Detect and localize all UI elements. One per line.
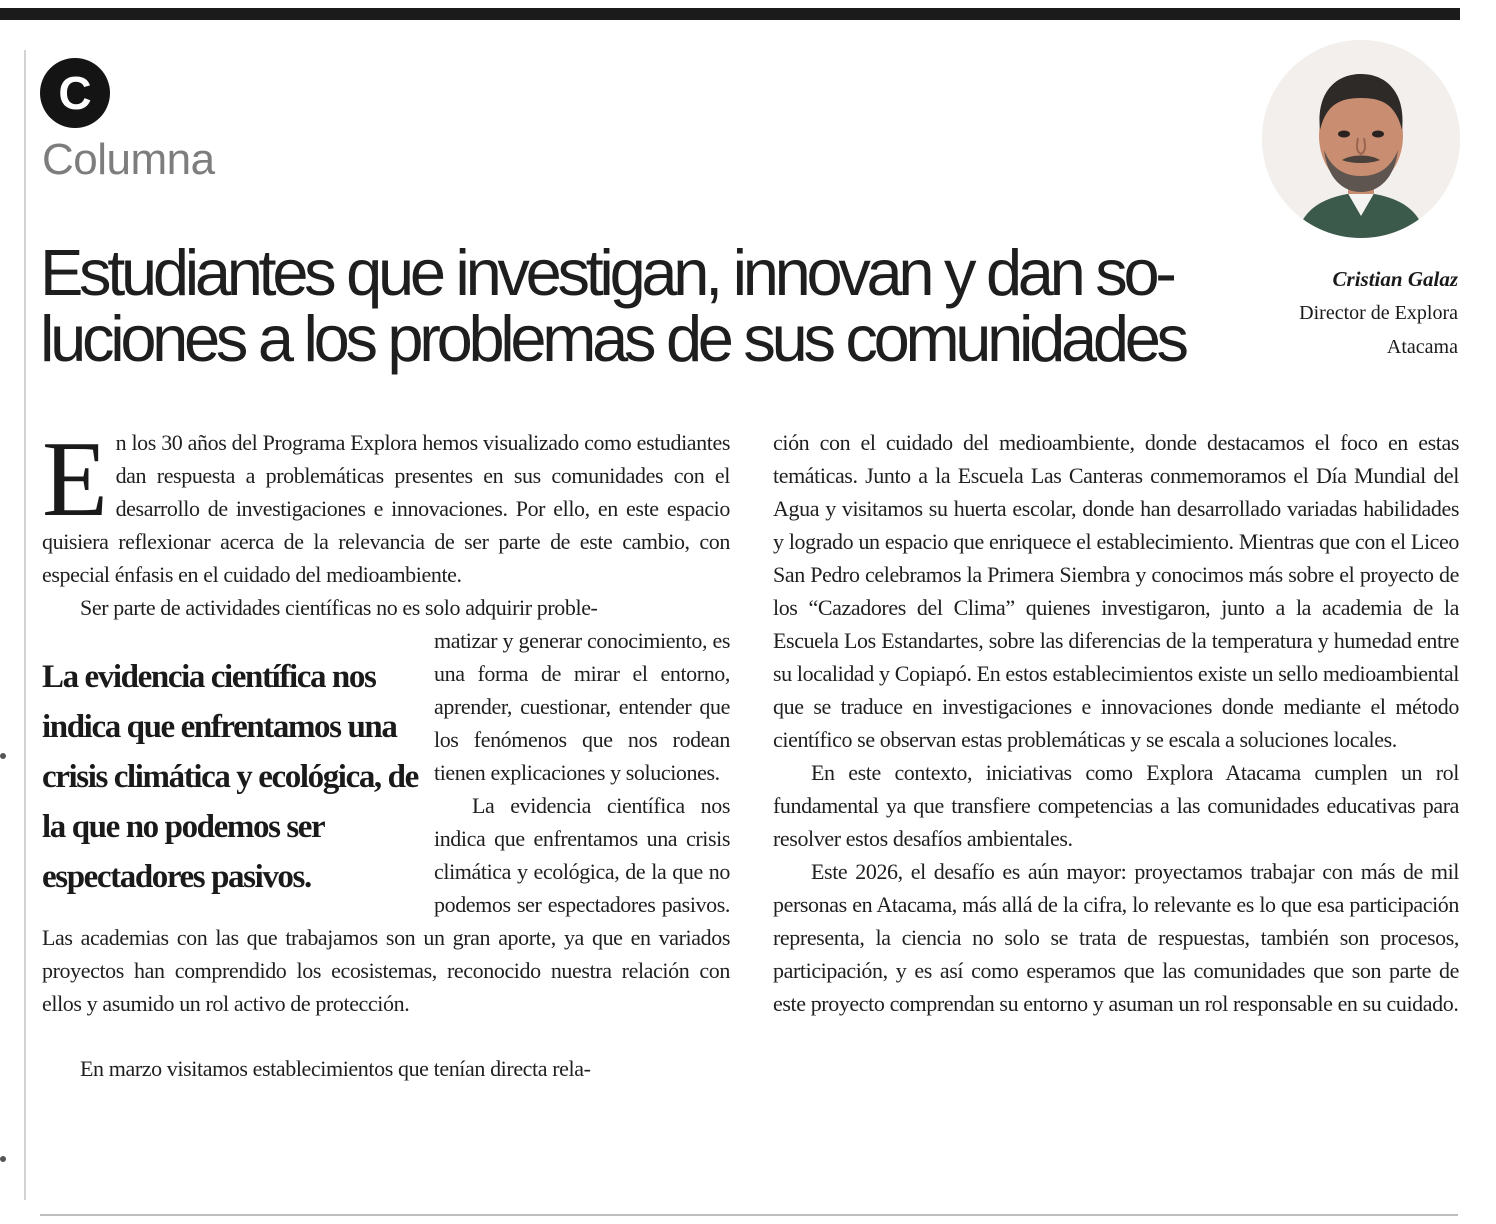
author-name: Cristian Galaz xyxy=(1332,267,1458,291)
author-affiliation: Atacama xyxy=(1386,336,1458,358)
top-rule xyxy=(0,8,1460,20)
bottom-rule xyxy=(40,1214,1458,1216)
pull-quote: La evidencia científica nos indica que enfrentamos una crisis climática y ecológica, de la que no podemos ser espectadores pasivos. xyxy=(42,659,418,895)
left-margin-rule xyxy=(24,50,26,1200)
paragraph-intro: En los 30 años del Programa Explora hemos visualizado como estudiantes dan respuesta a problemáticas presentes en sus comunidades con el desarrollo de investigaciones e innovaciones. Por ello, en este espacio quisiera reflexionar acerca de la relevancia de ser parte de este cambio, con especial énfasis en el cuidado del medioambiente. xyxy=(42,420,730,587)
drop-cap: E xyxy=(42,420,108,539)
paragraph-4-start: En marzo visitamos establecimientos que tenían directa rela- xyxy=(80,1056,591,1081)
section-badge: C xyxy=(40,58,110,128)
paragraph-3: La evidencia científica nos indica que enfrentamos una crisis climática y ecológica, de la que no podemos ser espectadores pasivos. Las academias con las que trabajamos son un gran aporte, ya que en variados proyectos han comprendido los ecosistemas, reconocido nuestra relación con ellos y asumido un rol activo de protección. xyxy=(42,793,730,1016)
paragraph-2: matizar y generar conocimiento, es una forma de mirar el entorno, aprender, cuestionar, entender que los fenómenos que nos rodean tienen explicaciones y soluciones. xyxy=(434,628,730,785)
byline xyxy=(1299,262,1458,364)
paragraph-5: En este contexto, iniciativas como Explora Atacama cumplen un rol fundamental ya que transfiere competencias a las comunidades educativas para resolver estos desafíos ambientales. xyxy=(773,760,1459,851)
author-photo xyxy=(1262,40,1460,238)
paragraph-2-intro: Ser parte de actividades científicas no es solo adquirir proble- xyxy=(80,595,598,620)
article-column-1 xyxy=(42,420,730,1085)
headline xyxy=(40,236,1240,375)
headline-line-2: luciones a los problemas de sus comunidades xyxy=(40,302,1185,375)
article-column-2 xyxy=(773,426,1459,1020)
paragraph-4-continued: ción con el cuidado del medioambiente, donde destacamos el foco en estas temáticas. Junto a la Escuela Las Canteras conmemoramos el Día Mundial del Agua y visitamos su huerta escolar, donde han desarrollado variadas habilidades y logrado un espacio que enriquece el establecimiento. Mientras que con el Liceo San Pedro celebramos la Primera Siembra y conocimos más sobre el proyecto de los “Cazadores del Clima” quienes investigaron, junto a la academia de la Escuela Los Estandartes, sobre las diferencias de la temperatura y humedad entre su localidad y Copiapó. En estos establecimientos existe un sello medioambiental que se traduce en investigaciones e innovaciones donde mediante el método científico se observan estas problemáticas y se escala a soluciones locales. xyxy=(773,430,1459,752)
section-name: Columna xyxy=(42,135,215,184)
author-role: Director de Explora xyxy=(1299,302,1458,324)
author-portrait-illustration xyxy=(1262,40,1460,238)
paragraph-6: Este 2026, el desafío es aún mayor: proyectamos trabajar con más de mil personas en Atacama, más allá de la cifra, lo relevante es lo que esa participación representa, la ciencia no solo se trata de respuestas, también son procesos, participación, y es así como esperamos que las comunidades que son parte de este proyecto comprendan su entorno y asuman un rol responsable en su cuidado. xyxy=(773,859,1459,1016)
margin-mark xyxy=(0,1156,6,1162)
headline-line-1: Estudiantes que investigan, innovan y dan so- xyxy=(40,236,1173,309)
margin-mark xyxy=(0,753,6,759)
